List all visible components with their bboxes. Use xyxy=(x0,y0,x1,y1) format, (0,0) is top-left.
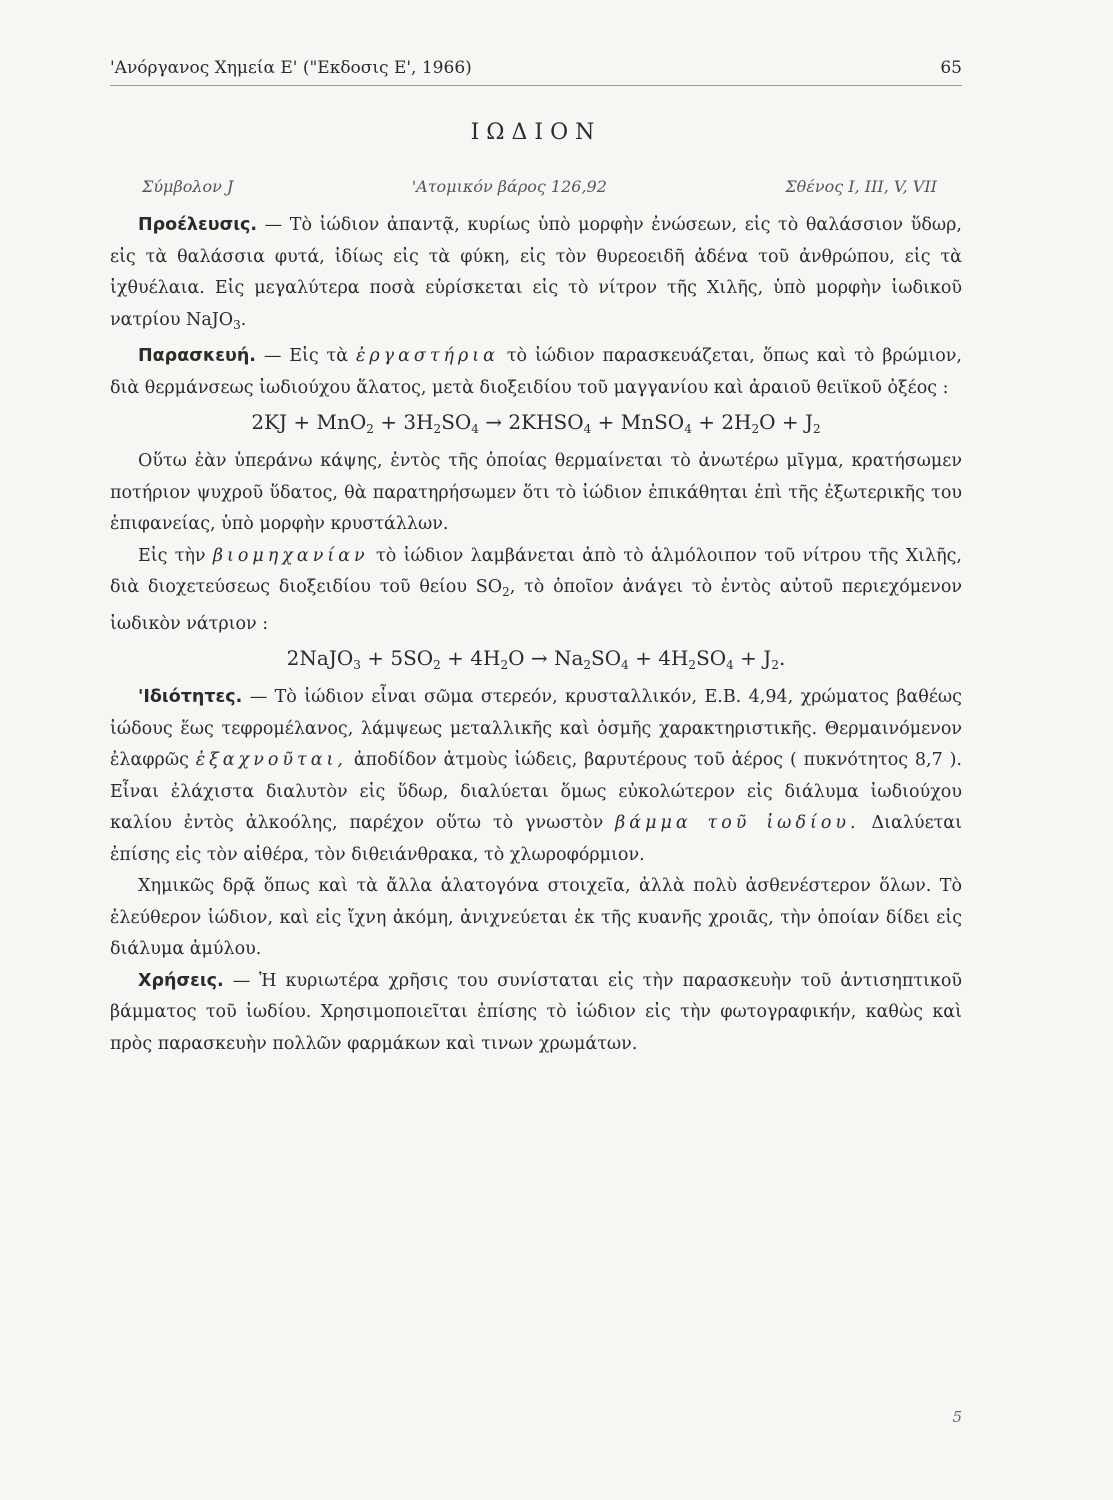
eq2-part: + 4H xyxy=(440,646,501,670)
eq2-part: O → Na xyxy=(508,646,584,670)
properties-text-a: — Τὸ ἰώδιον εἶναι σῶμα στερεόν, κρυσταλλικόν, Ε.Β. 4,94, χρώματος βαθέως ἰώδους ἕως τεφρομέλανος, λάμψεως μεταλλικῆς καὶ ὀσμῆς χαρακτηριστικῆς. Θερμαινόμενον ἐλαφρῶς xyxy=(110,687,962,770)
preparation-p3-sub: 2 xyxy=(502,585,510,599)
origin-formula-sub: 3 xyxy=(233,317,241,332)
preparation-p3-a: Εἰς τὴν xyxy=(138,545,206,566)
eq2-sub: 2 xyxy=(583,658,592,672)
eq1-sub: 2 xyxy=(433,422,442,436)
properties-spaced-2: βάμμα τοῦ ἰωδίου. xyxy=(615,813,860,833)
eq2-part: + 5SO xyxy=(360,646,434,670)
origin-formula-end: . xyxy=(240,309,247,330)
page xyxy=(110,58,962,1426)
atomic-weight: 'Ατομικόν βάρος 126,92 xyxy=(411,177,607,196)
preparation-text-b: τὸ ἰώδιον παρασκευάζεται, ὅπως καὶ τὸ βρώμιον, διὰ θερμάνσεως ἰωδιούχου ἅλατος, μετὰ διοξειδίου τοῦ μαγγανίου καὶ ἀραιοῦ θειϊκοῦ ὀξέος : xyxy=(110,346,962,398)
properties-text-c: Διαλύεται ἐπίσης εἰς τὸν αἰθέρα, τὸν διθειάνθρακα, τὸ χλωροφόρμιον. xyxy=(110,813,962,865)
properties-text-b: ἀποδίδον ἀτμοὺς ἰώδεις, βαρυτέρους τοῦ ἀέρος ( πυκνότητος 8,7 ). Εἶναι ἐλάχιστα διαλυτὸν εἰς ὕδωρ, διαλύεται ὅμως εὐκολώτερον εἰς διάλυμα ἰωδιούχου καλίου ἐντὸς ἀλκοόλης, παρέχον οὕτω τὸ γνωστὸν xyxy=(110,750,962,833)
origin-text: — Τὸ ἰώδιον ἀπαντᾷ, κυρίως ὑπὸ μορφὴν ἐνώσεων, εἰς τὸ θαλάσσιον ὕδωρ, εἰς τὰ θαλάσσια φυτά, ἰδίως εἰς τὰ φύκη, εἰς τὸν θυρεοειδῆ ἀδένα τοῦ ἀνθρώπου, εἰς τὰ ἰχθυέλαια. Εἰς μεγαλύτερα ποσὰ εὑρίσκεται εἰς τὸ νίτρον τῆς Χιλῆς, ὑπὸ μορφὴν ἰωδικοῦ νατρίου xyxy=(110,215,962,330)
element-meta xyxy=(110,177,962,196)
origin-formula: NaJO xyxy=(186,309,234,330)
eq1-sub: 2 xyxy=(366,422,374,436)
eq2-part: . xyxy=(778,646,786,670)
valence: Σθένος I, III, V, VII xyxy=(785,177,937,196)
preparation-paragraph-2: Οὕτω ἐὰν ὑπεράνω κάψης, ἐντὸς τῆς ὁποίας θερμαίνεται τὸ ἀνωτέρω μῖγμα, κρατήσωμεν ποτήριον ψυχροῦ ὕδατος, θὰ παρατηρήσωμεν ὅτι τὸ ἰώδιον ἐπικάθηται ἐπὶ τῆς ἐξωτερικῆς του ἐπιφανείας, ὑπὸ μορφὴν κρυστάλλων. xyxy=(110,451,962,534)
eq1-sub: 2 xyxy=(813,422,821,436)
properties-paragraph-2: Χημικῶς δρᾷ ὅπως καὶ τὰ ἄλλα ἀλατογόνα στοιχεῖα, ἀλλὰ πολὺ ἀσθενέστερον ὅλων. Τὸ ἐλεύθερον ἰώδιον, καὶ εἰς ἴχνη ἀκόμη, ἀνιχνεύεται ἐκ τῆς κυανῆς χροιᾶς, τὴν ὁποίαν δίδει εἰς διάλυμα ἀμύλου. xyxy=(110,876,962,959)
preparation-paragraph-3 xyxy=(110,541,962,641)
eq2-part: SO xyxy=(591,646,622,670)
eq2-sub: 2 xyxy=(688,658,697,672)
eq1-sub: 2 xyxy=(751,422,760,436)
uses-paragraph xyxy=(110,966,962,1061)
preparation-p3-b: τὸ ἰώδιον λαμβάνεται ἀπὸ τὸ ἁλμόλοιπον τοῦ νίτρου τῆς Χιλῆς, διὰ διοχετεύσεως διοξειδίου τοῦ θείου SO xyxy=(110,545,962,597)
equation-2 xyxy=(110,641,962,682)
uses-term: Χρήσεις. xyxy=(138,970,224,991)
page-number: 65 xyxy=(940,58,962,78)
eq2-part: SO xyxy=(696,646,727,670)
preparation-spaced: ἐργαστήρια xyxy=(355,346,499,366)
eq1-part: + 2H xyxy=(691,410,752,434)
eq1-part: → 2KHSO xyxy=(478,410,584,434)
chapter-title: ΙΩΔΙΟΝ xyxy=(470,120,602,145)
eq1-part: 2KJ + MnO xyxy=(251,410,367,434)
body-text xyxy=(110,210,962,1060)
eq2-sub: 2 xyxy=(771,658,779,672)
eq1-sub: 4 xyxy=(684,422,692,436)
preparation-text-a: — Εἰς τὰ xyxy=(263,346,349,366)
origin-term: Προέλευσις. xyxy=(138,215,258,235)
eq2-part: + 4H xyxy=(628,646,689,670)
eq2-sub: 2 xyxy=(500,658,509,672)
origin-paragraph xyxy=(110,210,962,341)
eq2-sub: 4 xyxy=(621,658,629,672)
properties-term: 'Ιδιότητες. xyxy=(138,687,243,707)
uses-text: — Ἡ κυριωτέρα χρῆσις του συνίσταται εἰς τὴν παρασκευὴν τοῦ ἀντισηπτικοῦ βάμματος τοῦ ἰωδίου. Χρησιμοποιεῖται ἐπίσης τὸ ἰώδιον εἰς τὴν φωτογραφικήν, καθὼς καὶ πρὸς παρασκευὴν πολλῶν φαρμάκων καὶ τινων χρωμάτων. xyxy=(110,970,962,1054)
symbol: Σύμβολον J xyxy=(142,177,234,196)
eq1-part: O + J xyxy=(759,410,814,434)
eq1-sub: 4 xyxy=(471,422,479,436)
properties-spaced-1: ἐξαχνοῦται, xyxy=(195,750,347,770)
eq2-sub: 4 xyxy=(726,658,734,672)
preparation-p3-spaced: βιομηχανίαν xyxy=(212,545,369,566)
eq2-part: 2NaJO xyxy=(286,646,354,670)
eq2-sub: 3 xyxy=(353,658,361,672)
eq1-part: + MnSO xyxy=(591,410,685,434)
eq1-part: + 3H xyxy=(373,410,434,434)
running-header xyxy=(110,58,962,86)
preparation-p3-c: , τὸ ὁποῖον ἀνάγει τὸ ἐντὸς αὐτοῦ περιεχόμενον ἰωδικὸν νάτριον : xyxy=(110,577,962,634)
eq2-part: + J xyxy=(733,646,772,670)
eq1-sub: 4 xyxy=(583,422,592,436)
preparation-paragraph xyxy=(110,341,962,404)
properties-paragraph xyxy=(110,682,962,871)
running-title: 'Ανόργανος Χημεία Ε' ("Εκδοσις Ε', 1966) xyxy=(110,58,472,78)
preparation-term: Παρασκευή. xyxy=(138,346,256,366)
eq1-part: SO xyxy=(441,410,472,434)
signature-mark: 5 xyxy=(952,1408,962,1426)
equation-1 xyxy=(110,405,962,446)
eq2-sub: 2 xyxy=(433,658,441,672)
